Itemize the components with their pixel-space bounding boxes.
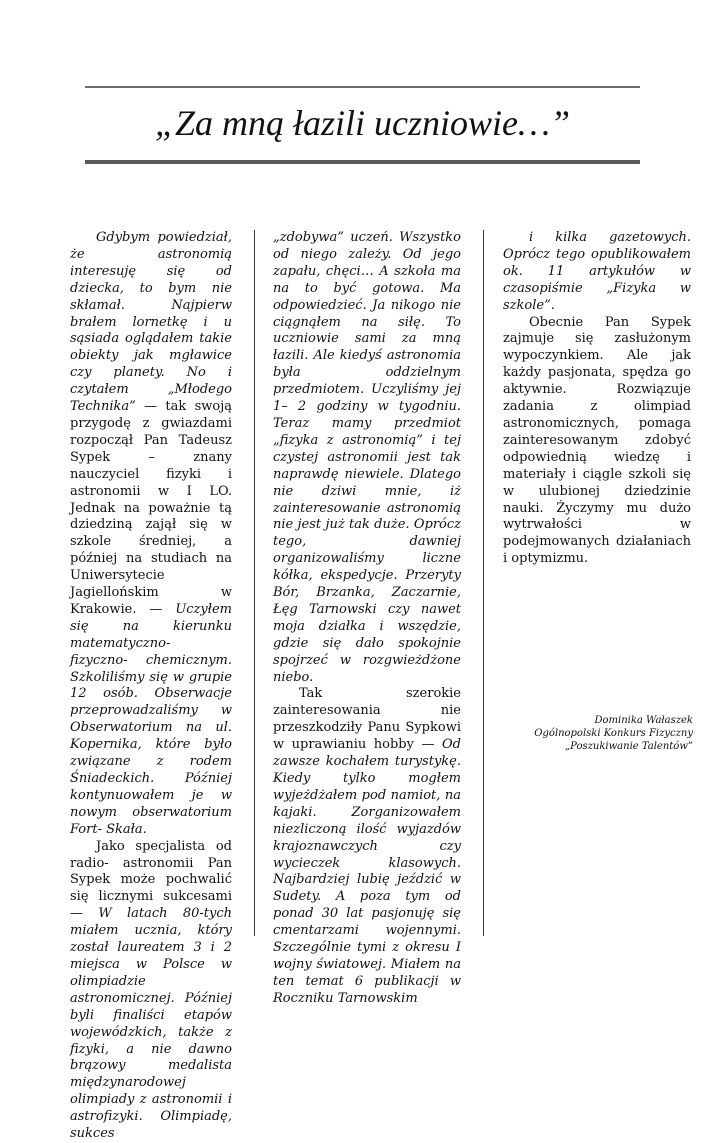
quote-text: Od zawsze kochałem turystykę. Kiedy tylko mogłem wyjeżdżałem pod namiot, na kajaki. Zorganizowałem niezliczoną ilość wyjazdów krajoznawczych czy wycieczek klasowych. Najbardziej lubię jeździć w Sudety. A poza tym od ponad 30 lat pasjonuję się cmentarzami wojennymi. Szczególnie tymi z okresu I wojny światowej. Miałem na ten temat 6 publikacji w Roczniku Tarnowskim bbox=[273, 737, 461, 1006]
paragraph: i kilka gazetowych. Oprócz tego opublikowałem ok. 11 artykułów w czasopiśmie „Fizyka w szkole”. bbox=[503, 230, 691, 313]
quote-text: — Uczyłem się na kierunku matematyczno- fizyczno- chemicznym. Szkoliliśmy się w grupie 12 osób. Obserwacje przeprowadzaliśmy w Obserwatorium na ul. Kopernika, które było związane z rodem Śniadeckich. Później kontynuowałem je w nowym obserwatorium Fort- Skała. bbox=[70, 601, 232, 837]
quote-text: W latach 80-tych miałem ucznia, który został laureatem 3 i 2 miejsca w Polsce w olimpiadzie astronomicznej. Później byli finaliści etapów wojewódzkich, także z fizyki, a nie dawno brązowy medalista międzynarodowej olimpiady z astronomii i astrofizyki. Olimpiadę, sukces bbox=[70, 906, 232, 1142]
column-separator bbox=[483, 230, 484, 936]
narration-text: — tak swoją przygodę z gwiazdami rozpoczął Pan Tadeusz Sypek – znany nauczyciel fizyki i astronomii w I LO. Jednak na poważnie tą dziedziną zajął się w szkole średniej, a później na studiach na Uniwersytecie Jagiellońskim w Krakowie. bbox=[70, 399, 232, 617]
author-signature bbox=[534, 714, 693, 753]
contest-subtitle: „Poszukiwanie Talentów” bbox=[564, 741, 693, 752]
author-name: Dominika Wałaszek bbox=[594, 715, 693, 726]
column-separator bbox=[254, 230, 255, 936]
narration-text: Jako specjalista od radio- astronomii Pan Sypek może pochwalić się licznymi sukcesami — bbox=[70, 838, 232, 922]
title-bottom-rule bbox=[85, 160, 640, 164]
title-top-rule bbox=[85, 86, 640, 88]
article-title: „Za mną łazili uczniowie…” bbox=[154, 103, 571, 143]
paragraph: „zdobywa” uczeń. Wszystko od niego zależy. Od jego zapału, chęci… A szkoła ma na to być gotowa. Ma odpowiedzieć. Ja nikogo nie ciągnąłem na siłę. To uczniowie sami za mną łazili. Ale kiedyś astronomia była oddzielnym przedmiotem. Uczyliśmy jej 1– 2 godziny w tygodniu. Teraz mamy przedmiot „fizyka z astronomią” i tej czystej astronomii jest tak naprawdę niewiele. Dlatego nie dziwi mnie, iż zainteresowanie astronomią nie jest już tak duże. Oprócz tego, dawniej organizowaliśmy liczne kółka, ekspedycje. Przeryty Bór, Brzanka, Zaczarnie, Łęg Tarnowski czy nawet moja działka i wszędzie, gdzie się dało spokojnie spojrzeć w rozgwieżdżone niebo. bbox=[273, 230, 461, 685]
article-column-2 bbox=[273, 230, 461, 1008]
quote-text: Gdybym powiedział, że astronomią interesuję się od dziecka, to bym nie skłamał. Najpierw brałem lornetkę i u sąsiada oglądałem takie obiekty jak mgławice czy planety. No i czytałem „Młodego Technika” bbox=[70, 230, 232, 415]
article-column-3 bbox=[503, 230, 691, 568]
narration-text: Tak szerokie zainteresowania nie przeszkodziły Panu Sypkowi w uprawianiu hobby — bbox=[273, 686, 461, 753]
paragraph bbox=[70, 230, 232, 839]
paragraph bbox=[70, 839, 232, 1143]
paragraph bbox=[273, 686, 461, 1007]
contest-name: Ogólnopolski Konkurs Fizyczny bbox=[534, 728, 693, 739]
article-column-1 bbox=[70, 230, 232, 1143]
paragraph: Obecnie Pan Sypek zajmuje się zasłużonym wypoczynkiem. Ale jak każdy pasjonata, spędza go aktywnie. Rozwiązuje zadania z olimpiad astronomicznych, pomaga zainteresowanym zdobyć odpowiednią wiedzę i materiały i ciągle szkoli się w ulubionej dziedzinie nauki. Życzymy mu dużo wytrwałości w podejmowanych działaniach i optymizmu. bbox=[503, 314, 691, 567]
